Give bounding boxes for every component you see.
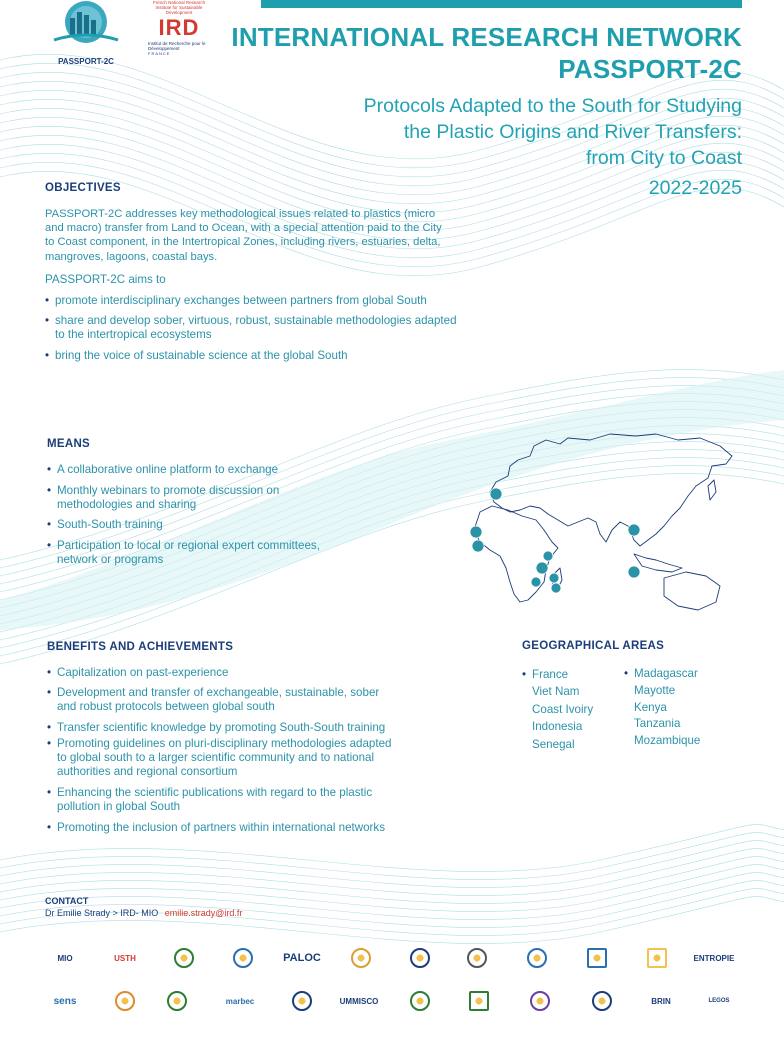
partner-logo-seal-10 bbox=[160, 990, 194, 1012]
passport-logo bbox=[48, 0, 124, 64]
ird-small-text: French National Research Institute for Sustainable Development bbox=[152, 0, 206, 15]
partner-logo-seal-4 bbox=[403, 947, 437, 969]
benefit-bullet bbox=[47, 737, 392, 780]
means-bullet bbox=[47, 518, 163, 532]
benefit-bullet bbox=[47, 686, 379, 714]
benefits-heading: BENEFITS AND ACHIEVEMENTS bbox=[47, 641, 234, 653]
contact-person: Dr Emilie Strady > IRD- MIO bbox=[45, 908, 159, 918]
bullet-line: • bring the voice of sustainable science at the global South bbox=[55, 349, 348, 362]
partner-logo-seal-12 bbox=[403, 990, 437, 1012]
bullet-line: • Promoting the inclusion of partners within international networks bbox=[57, 821, 386, 834]
title-line-2: PASSPORT-2C bbox=[558, 54, 742, 84]
map-dot-viet-nam bbox=[628, 524, 640, 536]
partner-logo-brin: BRIN bbox=[651, 996, 671, 1006]
partner-logo-seal-8 bbox=[640, 947, 674, 969]
australia-outline bbox=[664, 572, 720, 610]
benefit-bullet bbox=[47, 666, 228, 680]
benefit-bullet bbox=[47, 721, 385, 735]
bullet-line: • Development and transfer of exchangeable, sustainable, sober bbox=[57, 686, 380, 699]
title-line-1: INTERNATIONAL RESEARCH NETWORK bbox=[231, 22, 742, 52]
europe-asia-outline bbox=[490, 434, 732, 546]
objective-bullet bbox=[45, 294, 427, 308]
map-dot-mayotte bbox=[549, 573, 559, 583]
partner-logo-seal-2 bbox=[226, 947, 260, 969]
top-accent-bar bbox=[261, 0, 742, 8]
geo-item: Kenya bbox=[634, 700, 667, 714]
bullet-line: pollution in global South bbox=[57, 800, 181, 814]
means-bullet bbox=[47, 484, 279, 512]
partner-logo-entropie: ENTROPIE bbox=[693, 953, 735, 963]
geo-item: Tanzania bbox=[634, 717, 681, 731]
objectives-line: PASSPORT-2C addresses key methodological issues related to plastics (micro bbox=[45, 208, 436, 220]
years: 2022-2025 bbox=[648, 177, 742, 199]
map-dot-kenya bbox=[543, 551, 553, 561]
geo-item: • France bbox=[532, 668, 569, 681]
objective-bullet bbox=[45, 349, 348, 363]
contact-line bbox=[45, 908, 242, 918]
partner-logo-paloc: PALOC bbox=[283, 952, 321, 964]
bullet-line: • Enhancing the scientific publications with regard to the plastic bbox=[57, 786, 373, 799]
partner-logo-seal-9 bbox=[108, 990, 142, 1012]
partner-logo-usth: USTH bbox=[114, 953, 136, 963]
partner-logo-legos: LEGOS bbox=[708, 998, 730, 1004]
means-bullet bbox=[47, 539, 320, 567]
geo-item: Indonesia bbox=[532, 720, 583, 734]
partner-logo-marbec: marbec bbox=[225, 996, 255, 1006]
japan-outline bbox=[708, 480, 716, 500]
ird-letters: IRD bbox=[158, 15, 200, 40]
objectives-paragraph bbox=[45, 207, 495, 264]
passport-logo-text: PASSPORT-2C bbox=[58, 57, 114, 66]
bullet-line: • Transfer scientific knowledge by promoting South-South training bbox=[57, 721, 386, 734]
contact-email[interactable]: emilie.strady@ird.fr bbox=[164, 908, 243, 918]
bullet-line: • Participation to local or regional expert committees, bbox=[57, 539, 320, 552]
geo-item: Mozambique bbox=[634, 734, 701, 748]
geo-item: Viet Nam bbox=[532, 685, 580, 699]
partner-logo-seal-6 bbox=[520, 947, 554, 969]
partner-logo-seal-15 bbox=[585, 990, 619, 1012]
geo-column-1 bbox=[522, 666, 593, 753]
subtitle-line-1: Protocols Adapted to the South for Studying bbox=[363, 95, 742, 117]
objectives-heading: OBJECTIVES bbox=[45, 182, 121, 194]
partner-logo-seal-3 bbox=[344, 947, 378, 969]
benefit-bullet bbox=[47, 786, 372, 814]
objectives-line: mangroves, lagoons, coastal bays. bbox=[45, 250, 218, 263]
map-dot-tanzania bbox=[536, 562, 548, 574]
geo-heading: GEOGRAPHICAL AREAS bbox=[522, 640, 665, 652]
bullet-line: to global south to a larger scientific community and to national bbox=[57, 751, 375, 765]
geo-item: Coast Ivoiry bbox=[532, 702, 594, 716]
ird-country: FRANCE bbox=[148, 51, 171, 56]
subtitle-line-2: the Plastic Origins and River Transfers: bbox=[403, 121, 742, 143]
benefit-bullet bbox=[47, 821, 385, 835]
map-dot-france bbox=[490, 488, 502, 500]
geo-item: Senegal bbox=[532, 737, 575, 751]
bullet-line: to the intertropical ecosystems bbox=[55, 328, 212, 342]
bullet-line: • Capitalization on past-experience bbox=[57, 666, 229, 679]
map-dot-coast-ivoiry bbox=[472, 540, 484, 552]
contact-heading: CONTACT bbox=[45, 896, 89, 906]
partner-logo-seal-14 bbox=[520, 990, 560, 1012]
partner-logo-ummisco: UMMISCO bbox=[339, 996, 379, 1006]
partner-logo-seal-5 bbox=[460, 947, 494, 969]
geo-item: • Madagascar bbox=[634, 667, 698, 680]
indonesia-outline bbox=[634, 554, 682, 572]
partner-logo-seal-11 bbox=[285, 990, 319, 1012]
ird-full-name: Institut de Recherche pour le Développement bbox=[148, 41, 206, 51]
map-dot-madagascar bbox=[551, 583, 561, 593]
geo-item: Mayotte bbox=[634, 683, 676, 697]
partner-logo-sens: sens bbox=[53, 995, 77, 1007]
bullet-line: • Promoting guidelines on pluri-disciplinary methodologies adapted bbox=[57, 737, 392, 750]
objectives-aims: PASSPORT-2C aims to bbox=[45, 273, 166, 286]
geo-column-2 bbox=[624, 666, 700, 750]
wave-line bbox=[0, 896, 784, 943]
subtitle-line-3: from City to Coast bbox=[585, 147, 742, 169]
bullet-line: • South-South training bbox=[57, 518, 163, 531]
partner-logo-seal-13 bbox=[462, 990, 496, 1012]
objectives-line: and macro) transfer from Land to Ocean, with a special attention paid to the City bbox=[45, 222, 442, 235]
bullet-line: methodologies and sharing bbox=[57, 498, 197, 512]
bullet-line: network or programs bbox=[57, 553, 164, 567]
map-dot-mozambique bbox=[531, 577, 541, 587]
bullet-line: • A collaborative online platform to exchange bbox=[57, 463, 279, 476]
map-dot-senegal bbox=[470, 526, 482, 538]
means-heading: MEANS bbox=[47, 438, 91, 450]
bullet-line: • Monthly webinars to promote discussion on bbox=[57, 484, 280, 497]
objective-bullet bbox=[45, 314, 457, 342]
means-bullet bbox=[47, 463, 278, 477]
bullet-line: and robust protocols between global south bbox=[57, 700, 275, 714]
partner-logo-seal-7 bbox=[580, 947, 614, 969]
world-map bbox=[450, 430, 740, 620]
objectives-line: to Coast component, in the Intertropical Zones, including rivers, estuaries, delta, bbox=[45, 236, 441, 249]
partner-logo-mio: MIO bbox=[57, 953, 73, 963]
map-dot-indonesia bbox=[628, 566, 640, 578]
partner-logo-seal-1 bbox=[167, 947, 201, 969]
bullet-line: • promote interdisciplinary exchanges between partners from global South bbox=[55, 294, 427, 307]
bullet-line: authorities and regional consortium bbox=[57, 765, 238, 779]
bullet-line: • share and develop sober, virtuous, robust, sustainable methodologies adapted bbox=[55, 314, 457, 327]
